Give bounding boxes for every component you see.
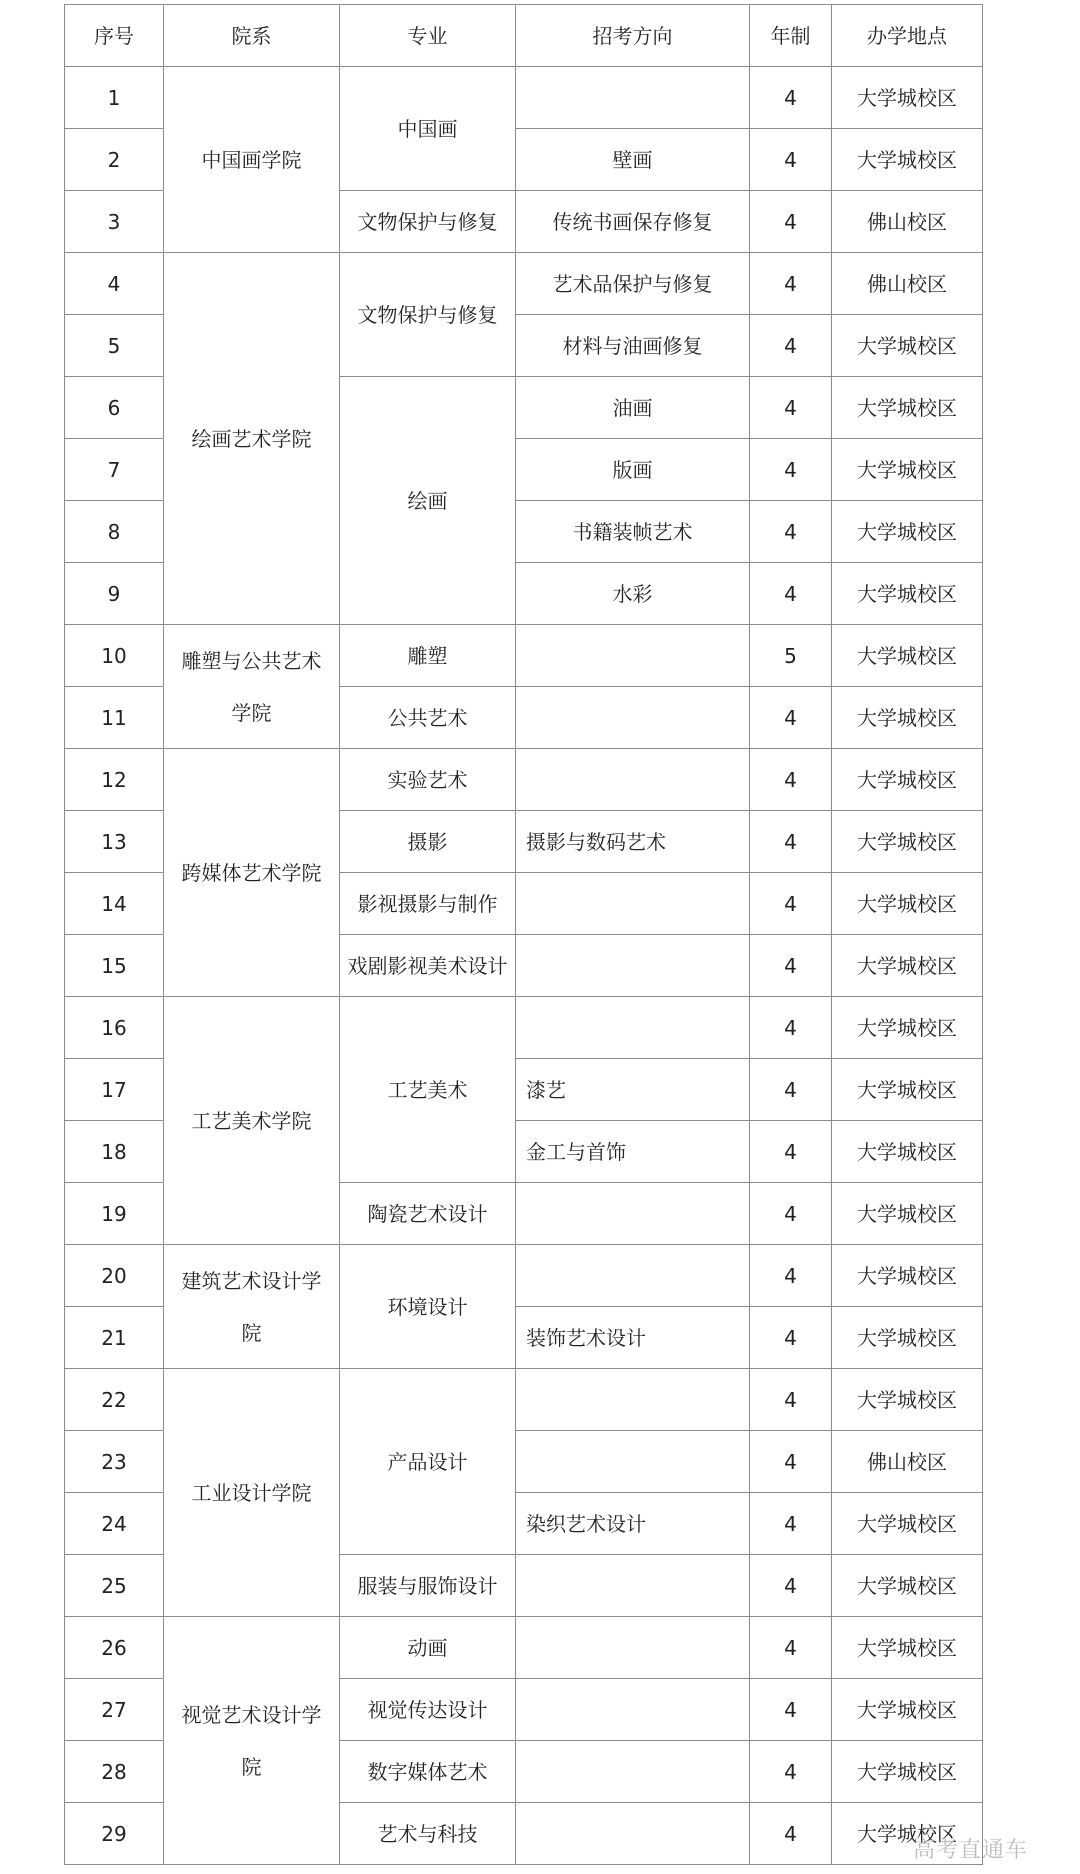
campus-cell: 佛山校区 [832, 1431, 983, 1493]
campus-cell: 大学城校区 [832, 1183, 983, 1245]
direction-cell: 摄影与数码艺术 [516, 811, 750, 873]
row-no: 9 [65, 563, 164, 625]
dept-cell: 视觉艺术设计学院 [164, 1617, 340, 1865]
years-cell: 4 [750, 253, 832, 315]
major-cell: 文物保护与修复 [340, 253, 516, 377]
years-cell: 4 [750, 1307, 832, 1369]
years-cell: 4 [750, 1431, 832, 1493]
header-major: 专业 [340, 5, 516, 67]
campus-cell: 大学城校区 [832, 501, 983, 563]
watermark: 高考直通车 [912, 1838, 1028, 1863]
row-no: 24 [65, 1493, 164, 1555]
row-no: 3 [65, 191, 164, 253]
campus-cell: 佛山校区 [832, 253, 983, 315]
campus-cell: 大学城校区 [832, 687, 983, 749]
header-no: 序号 [65, 5, 164, 67]
major-cell: 陶瓷艺术设计 [340, 1183, 516, 1245]
major-cell: 动画 [340, 1617, 516, 1679]
campus-cell: 大学城校区 [832, 563, 983, 625]
years-cell: 4 [750, 1803, 832, 1865]
row-no: 6 [65, 377, 164, 439]
direction-cell [516, 1617, 750, 1679]
campus-cell: 大学城校区 [832, 439, 983, 501]
years-cell: 4 [750, 501, 832, 563]
major-cell: 影视摄影与制作 [340, 873, 516, 935]
row-no: 11 [65, 687, 164, 749]
campus-cell: 大学城校区 [832, 1617, 983, 1679]
campus-cell: 大学城校区 [832, 935, 983, 997]
direction-cell: 壁画 [516, 129, 750, 191]
row-no: 8 [65, 501, 164, 563]
campus-cell: 大学城校区 [832, 377, 983, 439]
row-no: 1 [65, 67, 164, 129]
major-cell: 视觉传达设计 [340, 1679, 516, 1741]
major-cell: 数字媒体艺术 [340, 1741, 516, 1803]
years-cell: 4 [750, 1121, 832, 1183]
campus-cell: 大学城校区 [832, 625, 983, 687]
years-cell: 4 [750, 315, 832, 377]
row-no: 2 [65, 129, 164, 191]
row-no: 4 [65, 253, 164, 315]
table-row [65, 749, 983, 811]
major-cell: 绘画 [340, 377, 516, 625]
row-no: 14 [65, 873, 164, 935]
dept-cell: 建筑艺术设计学院 [164, 1245, 340, 1369]
years-cell: 4 [750, 935, 832, 997]
years-cell: 4 [750, 563, 832, 625]
major-cell: 产品设计 [340, 1369, 516, 1555]
campus-cell: 大学城校区 [832, 749, 983, 811]
row-no: 18 [65, 1121, 164, 1183]
years-cell: 4 [750, 439, 832, 501]
direction-cell: 书籍装帧艺术 [516, 501, 750, 563]
table-row [65, 1617, 983, 1679]
direction-cell [516, 1741, 750, 1803]
campus-cell: 大学城校区 [832, 1803, 983, 1865]
years-cell: 4 [750, 1555, 832, 1617]
years-cell: 4 [750, 811, 832, 873]
campus-cell: 大学城校区 [832, 315, 983, 377]
table-row [65, 67, 983, 129]
row-no: 5 [65, 315, 164, 377]
years-cell: 4 [750, 129, 832, 191]
campus-cell: 佛山校区 [832, 191, 983, 253]
dept-cell: 工艺美术学院 [164, 997, 340, 1245]
direction-cell [516, 1555, 750, 1617]
row-no: 13 [65, 811, 164, 873]
direction-cell [516, 935, 750, 997]
major-cell: 服装与服饰设计 [340, 1555, 516, 1617]
major-cell: 雕塑 [340, 625, 516, 687]
campus-cell: 大学城校区 [832, 1679, 983, 1741]
direction-cell: 版画 [516, 439, 750, 501]
campus-cell: 大学城校区 [832, 1741, 983, 1803]
row-no: 12 [65, 749, 164, 811]
direction-cell [516, 1369, 750, 1431]
years-cell: 4 [750, 377, 832, 439]
direction-cell [516, 1245, 750, 1307]
direction-cell: 装饰艺术设计 [516, 1307, 750, 1369]
direction-cell [516, 997, 750, 1059]
row-no: 23 [65, 1431, 164, 1493]
major-cell: 中国画 [340, 67, 516, 191]
years-cell: 4 [750, 997, 832, 1059]
row-no: 15 [65, 935, 164, 997]
row-no: 7 [65, 439, 164, 501]
years-cell: 4 [750, 67, 832, 129]
years-cell: 4 [750, 1741, 832, 1803]
dept-cell: 中国画学院 [164, 67, 340, 253]
direction-cell: 金工与首饰 [516, 1121, 750, 1183]
direction-cell: 漆艺 [516, 1059, 750, 1121]
years-cell: 5 [750, 625, 832, 687]
major-cell: 摄影 [340, 811, 516, 873]
row-no: 21 [65, 1307, 164, 1369]
direction-cell [516, 1803, 750, 1865]
row-no: 27 [65, 1679, 164, 1741]
years-cell: 4 [750, 191, 832, 253]
direction-cell [516, 1431, 750, 1493]
direction-cell [516, 1679, 750, 1741]
campus-cell: 大学城校区 [832, 1555, 983, 1617]
campus-cell: 大学城校区 [832, 997, 983, 1059]
major-cell: 环境设计 [340, 1245, 516, 1369]
direction-cell [516, 67, 750, 129]
table-row [65, 1245, 983, 1307]
major-cell: 公共艺术 [340, 687, 516, 749]
header-campus: 办学地点 [832, 5, 983, 67]
dept-cell: 雕塑与公共艺术学院 [164, 625, 340, 749]
campus-cell: 大学城校区 [832, 1493, 983, 1555]
direction-cell: 艺术品保护与修复 [516, 253, 750, 315]
years-cell: 4 [750, 1369, 832, 1431]
table-row [65, 1369, 983, 1431]
header-dept: 院系 [164, 5, 340, 67]
direction-cell: 油画 [516, 377, 750, 439]
campus-cell: 大学城校区 [832, 873, 983, 935]
campus-cell: 大学城校区 [832, 1121, 983, 1183]
years-cell: 4 [750, 1245, 832, 1307]
header-row [65, 5, 983, 67]
campus-cell: 大学城校区 [832, 1059, 983, 1121]
direction-cell: 材料与油画修复 [516, 315, 750, 377]
direction-cell: 传统书画保存修复 [516, 191, 750, 253]
row-no: 19 [65, 1183, 164, 1245]
row-no: 25 [65, 1555, 164, 1617]
direction-cell [516, 873, 750, 935]
years-cell: 4 [750, 873, 832, 935]
direction-cell: 染织艺术设计 [516, 1493, 750, 1555]
campus-cell: 大学城校区 [832, 1307, 983, 1369]
direction-cell: 水彩 [516, 563, 750, 625]
row-no: 10 [65, 625, 164, 687]
campus-cell: 大学城校区 [832, 811, 983, 873]
direction-cell [516, 1183, 750, 1245]
row-no: 26 [65, 1617, 164, 1679]
programs-table [64, 4, 983, 1865]
direction-cell [516, 749, 750, 811]
years-cell: 4 [750, 749, 832, 811]
years-cell: 4 [750, 1493, 832, 1555]
dept-cell: 绘画艺术学院 [164, 253, 340, 625]
major-cell: 戏剧影视美术设计 [340, 935, 516, 997]
dept-cell: 工业设计学院 [164, 1369, 340, 1617]
table-row [65, 253, 983, 315]
major-cell: 文物保护与修复 [340, 191, 516, 253]
major-cell: 实验艺术 [340, 749, 516, 811]
header-years: 年制 [750, 5, 832, 67]
campus-cell: 大学城校区 [832, 1369, 983, 1431]
campus-cell: 大学城校区 [832, 129, 983, 191]
row-no: 16 [65, 997, 164, 1059]
dept-cell: 跨媒体艺术学院 [164, 749, 340, 997]
direction-cell [516, 625, 750, 687]
campus-cell: 大学城校区 [832, 1245, 983, 1307]
years-cell: 4 [750, 1059, 832, 1121]
row-no: 28 [65, 1741, 164, 1803]
row-no: 22 [65, 1369, 164, 1431]
years-cell: 4 [750, 687, 832, 749]
header-direction: 招考方向 [516, 5, 750, 67]
table-row [65, 997, 983, 1059]
campus-cell: 大学城校区 [832, 67, 983, 129]
direction-cell [516, 687, 750, 749]
row-no: 17 [65, 1059, 164, 1121]
row-no: 20 [65, 1245, 164, 1307]
table-row [65, 625, 983, 687]
major-cell: 艺术与科技 [340, 1803, 516, 1865]
years-cell: 4 [750, 1183, 832, 1245]
row-no: 29 [65, 1803, 164, 1865]
years-cell: 4 [750, 1617, 832, 1679]
years-cell: 4 [750, 1679, 832, 1741]
major-cell: 工艺美术 [340, 997, 516, 1183]
